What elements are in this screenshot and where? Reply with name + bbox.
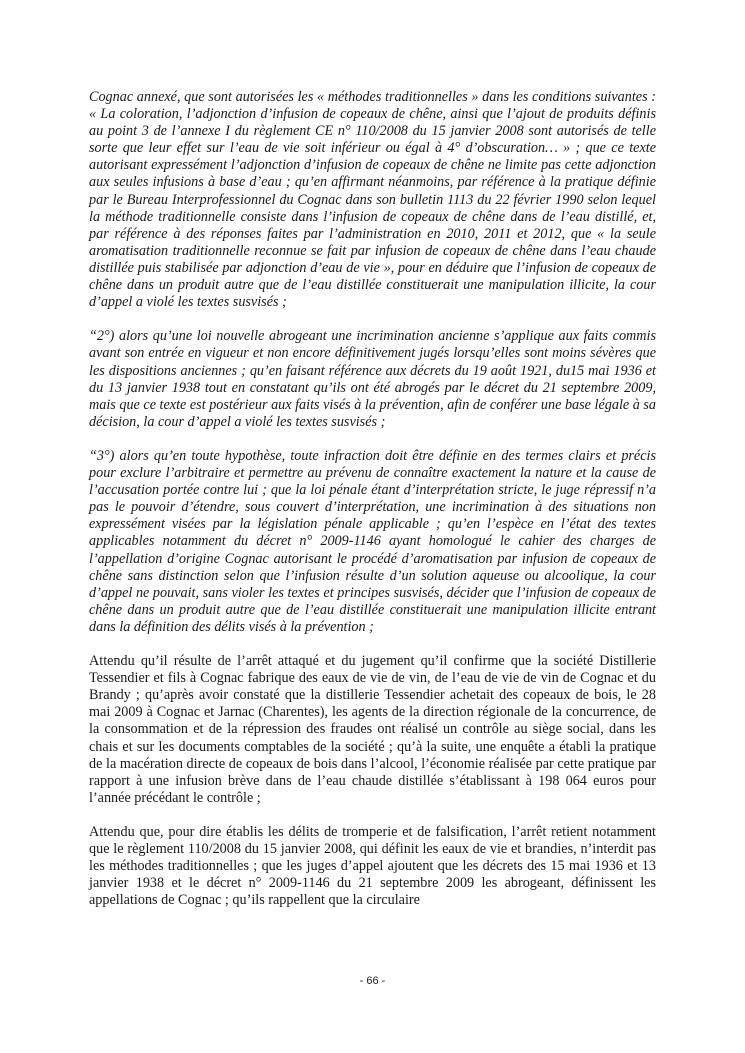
paragraph-pourvoi-continuation: Cognac annexé, que sont autorisées les « méthodes traditionnelles » dans les conditions suivantes : « La coloration, l’adjonction d’infusion de copeaux de chêne, ainsi que l’ajout de produits définis au point 3 de l’annexe I du règlement CE n° 110/2008 du 15 janvier 2008 sont autorisés de telle sorte que leur effet sur l’eau de vie soit inférieur ou égal à 4° d’obscuration… » ; que ce texte autorisant expressément l’adjonction d’infusion de copeaux de chêne ne limite pas cette adjonction aux seules infusions à base d’eau ; qu’en affirmant néanmoins, par référence à la pratique définie par le Bureau Interprofessionnel du Cognac dans son bulletin 1113 du 22 février 1990 selon lequel la méthode traditionnelle consiste dans l’infusion de copeaux de chêne dans de l’eau distillé, et, par référence à des réponses faites par l’administration en 2010, 2011 et 2012, que « la seule aromatisation traditionnelle reconnue se fait par infusion de copeaux de chêne dans l’eau chaude distillée puis stabilisée par adjonction d’eau de vie », pour en déduire que l’infusion de copeaux de chêne dans un produit autre que de l’eau distillée constituerait une manipulation illicite, la cour d’appel a violé les textes susvisés ;	[89, 89, 656, 311]
page-number: - 66 -	[359, 975, 386, 987]
document-body	[89, 89, 656, 927]
paragraph-moyen-3: “3°) alors qu’en toute hypothèse, toute infraction doit être définie en des termes clairs et précis pour exclure l’arbitraire et permettre au prévenu de connaître exactement la nature et la cause de l’accusation portée contre lui ; que la loi pénale étant d’interprétation stricte, le juge répressif n’a pas le pouvoir d’étendre, sous couvert d’interprétation, une incrimination à des situations non expressément visées par la législation pénale applicable ; qu’en l’espèce en l’état des textes applicables notamment du décret n° 2009-1146 ayant homologué le cahier des charges de l’appellation d’origine Cognac autorisant le procédé d’aromatisation par infusion de copeaux de chêne sans distinction selon que l’infusion résulte d’un solution aqueuse ou alcoolique, la cour d’appel ne pouvait, sans violer les textes et principes susvisés, décider que l’infusion de copeaux de chêne dans un produit autre que de l’eau distillée constituerait une manipulation illicite entrant dans la définition des délits visés à la prévention ;	[89, 447, 656, 635]
paragraph-attendu-arret: Attendu que, pour dire établis les délits de tromperie et de falsification, l’arrêt retient notamment que le règlement 110/2008 du 15 janvier 2008, qui définit les eaux de vie et brandies, n’interdit pas les méthodes traditionnelles ; que les juges d’appel ajoutent que les décrets des 15 mai 1936 et 13 janvier 1938 et le décret n° 2009-1146 du 21 septembre 2009 les abrogeant, définissent les appellations de Cognac ; qu’ils rappellent que la circulaire	[89, 824, 656, 909]
paragraph-attendu-faits: Attendu qu’il résulte de l’arrêt attaqué et du jugement qu’il confirme que la société Distillerie Tessendier et fils à Cognac fabrique des eaux de vie de vin, de l’eau de vie de vin de Cognac et du Brandy ; qu’après avoir constaté que la distillerie Tessendier achetait des copeaux de bois, le 28 mai 2009 à Cognac et Jarnac (Charentes), les agents de la direction régionale de la concurrence, de la consommation et de la répression des fraudes ont réalisé un contrôle au siège social, dans les chais et sur les documents comptables de la société ; qu’à la suite, une enquête a établi la pratique de la macération directe de copeaux de bois dans l’alcool, l’économie réalisée par cette pratique par rapport à une infusion brève dans de l’eau chaude distillée s’établissant à 198 064 euros pour l’année précédant le contrôle ;	[89, 653, 656, 806]
paragraph-moyen-2: “2°) alors qu’une loi nouvelle abrogeant une incrimination ancienne s’applique aux faits commis avant son entrée en vigueur et non encore définitivement jugés lorsqu’elles sont moins sévères que les dispositions anciennes ; qu’en faisant référence aux décrets du 19 août 1921, du15 mai 1936 et du 13 janvier 1938 tout en constatant qu’ils ont été abrogés par le décret du 21 septembre 2009, mais que ce texte est postérieur aux faits visés à la prévention, afin de conférer une base légale à sa décision, la cour d’appel a violé les textes susvisés ;	[89, 328, 656, 430]
